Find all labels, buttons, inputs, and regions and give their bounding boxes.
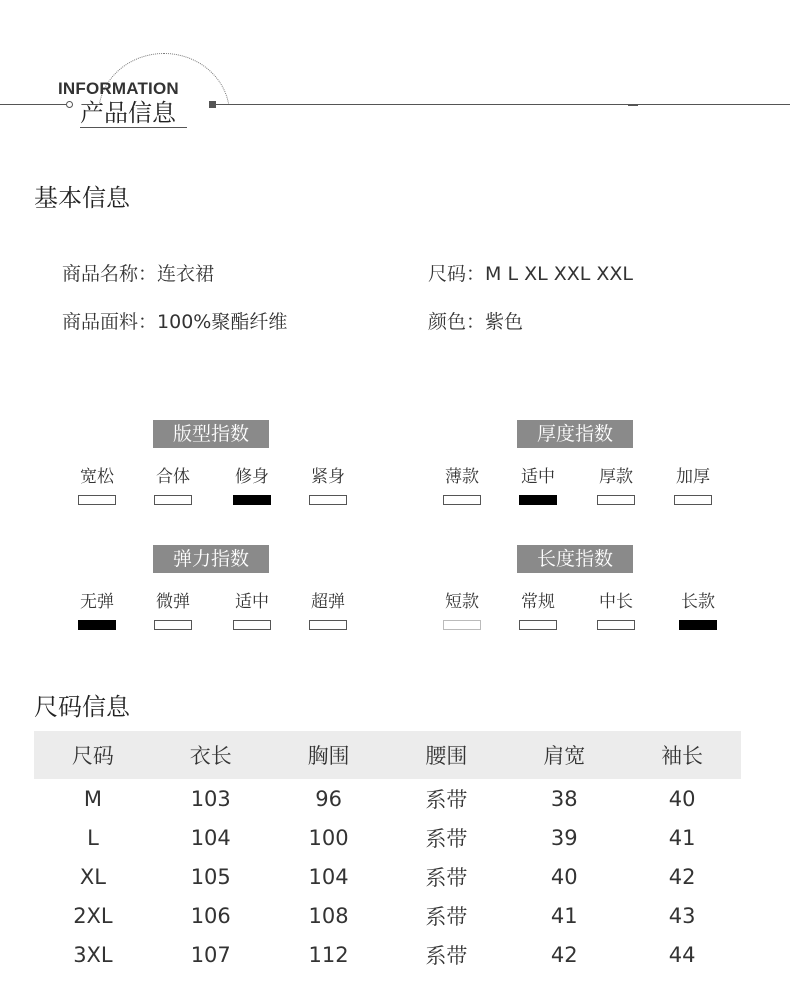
- table-cell: M: [83, 786, 102, 811]
- table-cell: 100: [308, 825, 349, 850]
- table-cell: 3XL: [73, 942, 113, 967]
- level-box: [443, 495, 481, 505]
- level-box: [78, 495, 116, 505]
- option-label: 厚款: [599, 467, 633, 487]
- header-title-underline: [80, 127, 187, 128]
- table-cell: 43: [668, 903, 696, 928]
- table-cell: 107: [190, 942, 231, 967]
- table-cell: 40: [668, 786, 696, 811]
- level-box: [519, 620, 557, 630]
- table-cell: 105: [190, 864, 231, 889]
- table-row: [34, 935, 741, 974]
- fit-option: [148, 466, 198, 505]
- elasticity-option: [303, 591, 353, 630]
- table-cell: 40: [550, 864, 578, 889]
- level-box: [154, 495, 192, 505]
- level-box-selected: [78, 620, 116, 630]
- header-dot-left: [66, 101, 73, 108]
- size-info-title: 尺码信息: [34, 693, 130, 721]
- level-box: [597, 620, 635, 630]
- fit-option: [72, 466, 122, 505]
- level-box-selected: [233, 495, 271, 505]
- table-cell: 42: [550, 942, 578, 967]
- field-value: 连衣裙: [157, 263, 215, 285]
- field-label: 尺码：: [428, 263, 486, 285]
- length-option: [673, 591, 723, 630]
- table-cell: 41: [668, 825, 696, 850]
- table-row: [34, 896, 741, 935]
- elasticity-option: [227, 591, 277, 630]
- table-cell: 108: [308, 903, 349, 928]
- thickness-index-title: 厚度指数: [517, 420, 633, 448]
- option-label: 中长: [599, 592, 633, 612]
- table-cell: 112: [308, 942, 349, 967]
- table-cell: 39: [550, 825, 578, 850]
- header-line-right: [216, 104, 790, 105]
- header-cn-title: 产品信息: [80, 99, 176, 127]
- basic-info-title: 基本信息: [34, 184, 130, 212]
- option-label: 适中: [521, 467, 555, 487]
- column-header: 胸围: [270, 731, 388, 779]
- level-box: [154, 620, 192, 630]
- column-header: 袖长: [623, 731, 741, 779]
- column-header: 肩宽: [505, 731, 623, 779]
- option-label: 紧身: [311, 467, 345, 487]
- option-label: 宽松: [80, 467, 114, 487]
- level-box: [674, 495, 712, 505]
- field-label: 商品名称：: [62, 263, 158, 285]
- table-cell: 103: [190, 786, 231, 811]
- table-cell: 106: [190, 903, 231, 928]
- length-option: [437, 591, 487, 630]
- option-label: 长款: [681, 592, 715, 612]
- field-fabric: [62, 310, 287, 334]
- table-cell: 2XL: [73, 903, 113, 928]
- table-cell: 104: [190, 825, 231, 850]
- fit-option: [227, 466, 277, 505]
- level-box: [309, 620, 347, 630]
- table-row: [34, 779, 741, 818]
- field-value: 100%聚酯纤维: [157, 311, 288, 333]
- field-color: [428, 310, 523, 334]
- header-line-left: [0, 104, 66, 105]
- length-option: [591, 591, 641, 630]
- option-label: 修身: [235, 467, 269, 487]
- elasticity-index-title: 弹力指数: [153, 545, 269, 573]
- table-cell: 96: [315, 786, 342, 811]
- thickness-option: [668, 466, 718, 505]
- table-cell: L: [87, 825, 99, 850]
- table-cell: 41: [550, 903, 578, 928]
- thickness-option: [513, 466, 563, 505]
- table-cell: 系带: [425, 865, 468, 890]
- elasticity-option: [148, 591, 198, 630]
- field-label: 颜色：: [428, 311, 486, 333]
- option-label: 常规: [521, 592, 555, 612]
- column-header: 衣长: [152, 731, 270, 779]
- field-product-name: [62, 262, 214, 286]
- level-box: [597, 495, 635, 505]
- table-row: [34, 818, 741, 857]
- option-label: 合体: [156, 467, 190, 487]
- fit-index-title: 版型指数: [153, 420, 269, 448]
- header-square-right: [209, 101, 216, 108]
- level-box: [233, 620, 271, 630]
- column-header: 腰围: [387, 731, 505, 779]
- option-label: 微弹: [156, 592, 190, 612]
- length-option: [513, 591, 563, 630]
- option-label: 薄款: [445, 467, 479, 487]
- option-label: 无弹: [80, 592, 114, 612]
- table-cell: 系带: [425, 904, 468, 929]
- table-cell: 38: [550, 786, 578, 811]
- column-header: 尺码: [34, 731, 152, 779]
- level-box: [443, 620, 481, 630]
- field-value: M L XL XXL XXL: [485, 263, 633, 285]
- table-cell: 42: [668, 864, 696, 889]
- option-label: 超弹: [311, 592, 345, 612]
- size-table-header-row: [34, 731, 741, 779]
- table-cell: XL: [79, 864, 106, 889]
- table-row: [34, 857, 741, 896]
- header-en-title: INFORMATION: [58, 79, 179, 98]
- table-cell: 系带: [425, 826, 468, 851]
- header-tick: [628, 104, 638, 106]
- option-label: 短款: [445, 592, 479, 612]
- size-table: [34, 731, 741, 974]
- fit-option: [303, 466, 353, 505]
- field-size: [428, 262, 633, 286]
- table-cell: 系带: [425, 943, 468, 968]
- option-label: 适中: [235, 592, 269, 612]
- field-label: 商品面料：: [62, 311, 158, 333]
- thickness-option: [591, 466, 641, 505]
- table-cell: 104: [308, 864, 349, 889]
- level-box-selected: [519, 495, 557, 505]
- thickness-option: [437, 466, 487, 505]
- length-index-title: 长度指数: [517, 545, 633, 573]
- elasticity-option: [72, 591, 122, 630]
- table-cell: 系带: [425, 787, 468, 812]
- table-cell: 44: [668, 942, 696, 967]
- level-box: [309, 495, 347, 505]
- option-label: 加厚: [676, 467, 710, 487]
- field-value: 紫色: [485, 311, 524, 333]
- level-box-selected: [679, 620, 717, 630]
